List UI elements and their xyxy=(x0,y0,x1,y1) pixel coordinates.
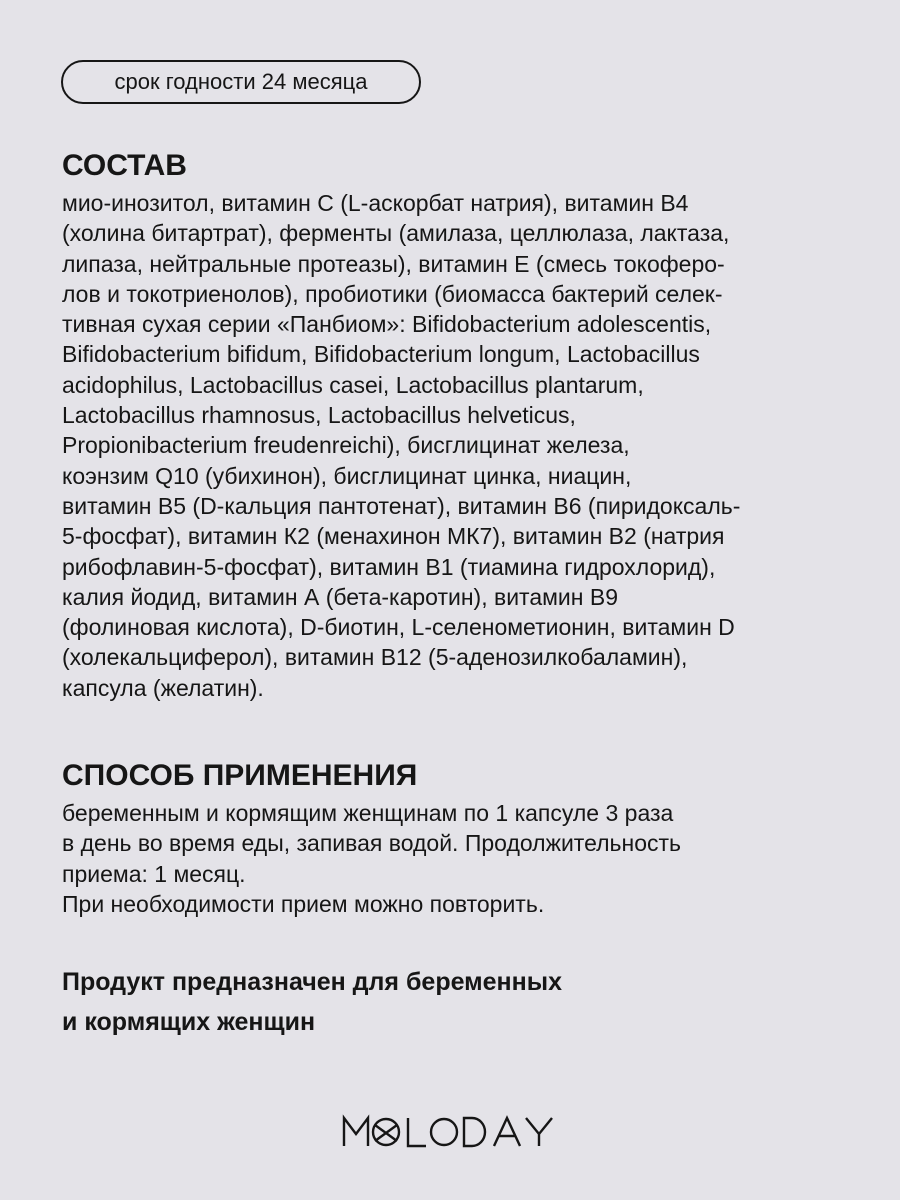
shelf-life-badge xyxy=(61,60,421,104)
usage-heading: СПОСОБ ПРИМЕНЕНИЯ xyxy=(62,759,418,792)
moloday-logo-icon xyxy=(342,1112,558,1152)
composition-text: мио-инозитол, витамин С (L-аскорбат натрия), витамин В4 (холина битартрат), ферменты (амилаза, целлюлаза, лактаза, липаза, нейтральные протеазы), витамин Е (смесь токоферо- лов и токотриенолов), пробиотики (биомасса бактерий селек- тивная сухая серии «Панбиом»: Bifidobacterium adolescentis, Bifidobacterium bifidum, Bifidobacterium longum, Lactobacillus acidophilus, Lactobacillus casei, Lactobacillus plantarum, Lactobacillus rhamnosus, Lactobacillus helveticus, Propionibacterium freudenreichi), бисглицинат железа, коэнзим Q10 (убихинон), бисглицинат цинка, ниацин, витамин В5 (D-кальция пантотенат), витамин В6 (пиридоксаль- 5-фосфат), витамин К2 (менахинон МК7), витамин В2 (натрия рибофлавин-5-фосфат), витамин В1 (тиамина гидрохлорид), калия йодид, витамин А (бета-каротин), витамин В9 (фолиновая кислота), D-биотин, L-селенометионин, витамин D (холекальциферол), витамин В12 (5-аденозилкобаламин), капсула (желатин). xyxy=(62,190,741,701)
usage-section xyxy=(62,758,862,919)
target-audience-notice: Продукт предназначен для беременных и кормящих женщин xyxy=(62,968,563,1036)
composition-heading: СОСТАВ xyxy=(62,149,187,182)
shelf-life-text: срок годности 24 месяца xyxy=(114,69,368,94)
composition-section xyxy=(62,148,862,703)
usage-text: беременным и кормящим женщинам по 1 капсуле 3 раза в день во время еды, запивая водой. Продолжительность приема: 1 месяц. При необходимости прием можно повторить. xyxy=(62,800,682,917)
brand-logo xyxy=(0,1110,900,1154)
